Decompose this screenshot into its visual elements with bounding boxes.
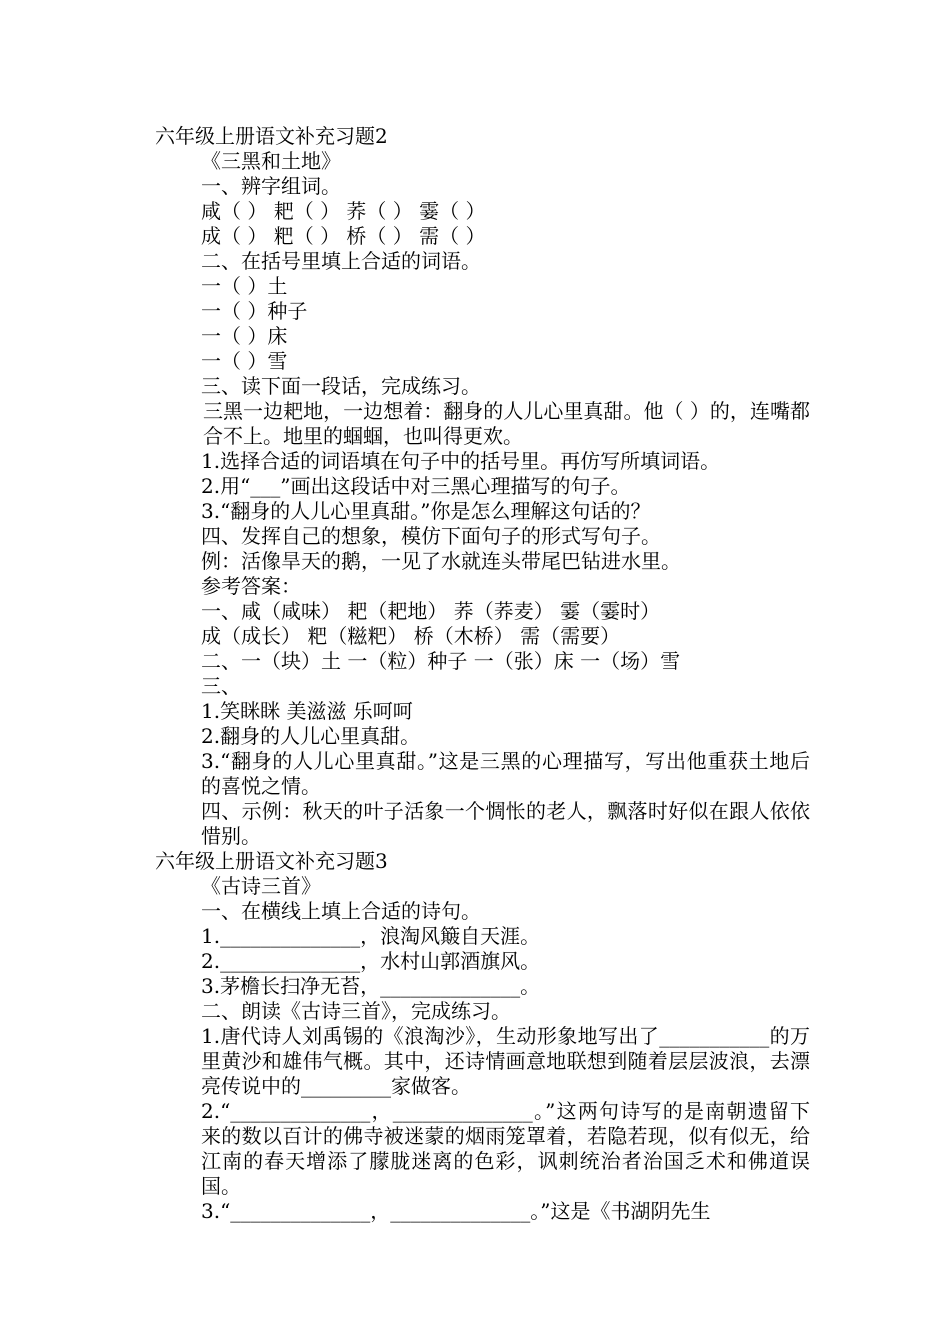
document-body <box>145 124 810 1224</box>
doc-line: 一、咸（咸味） 耙（耙地） 荞（荞麦） 霎（霎时） <box>201 599 661 623</box>
doc-paragraph: 四、示例：秋天的叶子活象一个惆怅的老人，飘落时好似在跟人依依惜别。 <box>201 799 810 848</box>
doc-line: 成（ ） 粑（ ） 桥（ ） 需（ ） <box>201 224 486 248</box>
doc-line: 二、在括号里填上合适的词语。 <box>201 249 481 273</box>
doc-line: 四、发挥自己的想象，模仿下面句子的形式写句子。 <box>201 524 661 548</box>
doc-line: 咸（ ） 耙（ ） 荞（ ） 霎（ ） <box>201 199 486 223</box>
doc-line: 一（ ）种子 <box>201 299 308 323</box>
doc-line: 《古诗三首》 <box>201 874 321 898</box>
doc-line: 一（ ）土 <box>201 274 288 298</box>
doc-line: 1.笑眯眯 美滋滋 乐呵呵 <box>201 699 413 723</box>
doc-line: 2.用“___”画出这段话中对三黑心理描写的句子。 <box>201 474 631 498</box>
doc-line: 1.______________，浪淘风簸自天涯。 <box>201 924 541 948</box>
doc-line: 二、朗读《古诗三首》，完成练习。 <box>201 999 511 1023</box>
doc-paragraph: 2.“______________，______________。”这两句诗写的是南朝遗留下来的数以百计的佛寺被迷蒙的烟雨笼罩着，若隐若现，似有似无，给江南的春天增添了朦胧迷离的色彩，讽刺统治者治国乏术和佛道误国。 <box>201 1099 810 1198</box>
doc-line: 2.______________，水村山郭酒旗风。 <box>201 949 541 973</box>
doc-line: 三、 <box>201 674 241 698</box>
doc-line: 一（ ）床 <box>201 324 288 348</box>
doc-line: 《三黑和土地》 <box>201 149 341 173</box>
doc-line: 二、一（块）土 一（粒）种子 一（张）床 一（场）雪 <box>201 649 681 673</box>
doc-line: 3.茅檐长扫净无苔，______________。 <box>201 974 541 998</box>
doc-line: 3.“______________，______________。”这是《书湖阴先生 <box>201 1199 711 1223</box>
doc-line: 六年级上册语文补充习题3 <box>155 849 388 873</box>
doc-line: 2.翻身的人儿心里真甜。 <box>201 724 421 748</box>
doc-line: 参考答案： <box>201 574 301 598</box>
doc-line: 成（成长） 粑（糍粑） 桥（木桥） 需（需要） <box>201 624 621 648</box>
doc-line: 一、辨字组词。 <box>201 174 341 198</box>
doc-line: 3.“翻身的人儿心里真甜。”你是怎么理解这句话的？ <box>201 499 651 523</box>
doc-paragraph: 3.“翻身的人儿心里真甜。”这是三黑的心理描写，写出他重获土地后的喜悦之情。 <box>201 749 810 798</box>
doc-line: 1.选择合适的词语填在句子中的括号里。再仿写所填词语。 <box>201 449 721 473</box>
doc-line: 六年级上册语文补充习题2 <box>155 124 388 148</box>
doc-line: 例：活像旱天的鹅，一见了水就连头带尾巴钻进水里。 <box>201 549 681 573</box>
doc-line: 一（ ）雪 <box>201 349 288 373</box>
doc-paragraph: 三黑一边耙地，一边想着：翻身的人儿心里真甜。他（ ）的，连嘴都合不上。地里的蝈蝈，也叫得更欢。 <box>203 399 810 448</box>
doc-paragraph: 1.唐代诗人刘禹锡的《浪淘沙》，生动形象地写出了___________的万里黄沙和雄伟气概。其中，还诗情画意地联想到随着层层波浪，去漂亮传说中的_________家做客。 <box>201 1024 810 1098</box>
doc-line: 三、读下面一段话，完成练习。 <box>201 374 481 398</box>
doc-line: 一、在横线上填上合适的诗句。 <box>201 899 481 923</box>
